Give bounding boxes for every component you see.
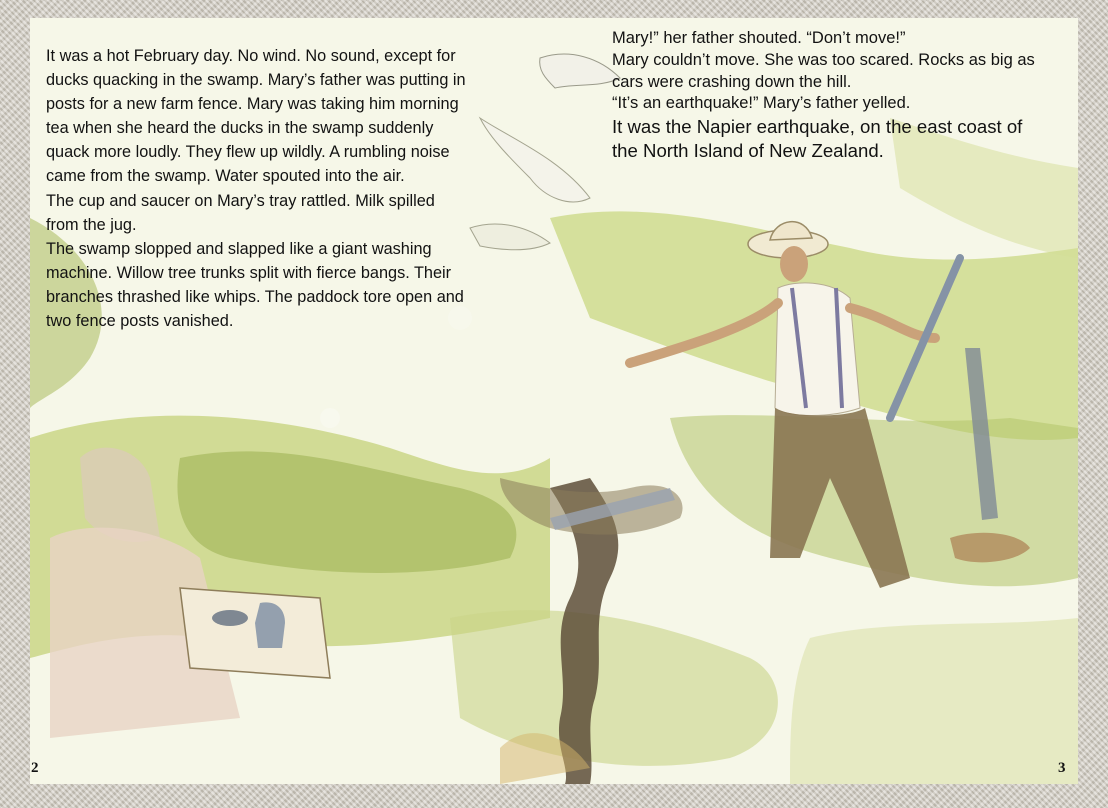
left-page-text (46, 44, 466, 333)
dialogue-line: “It’s an earthquake!” Mary’s father yelled. (612, 94, 911, 113)
jug (255, 602, 285, 648)
duck-bird (480, 118, 590, 202)
page-number-left: 2 (31, 760, 39, 776)
dialogue-line: Mary!” her father shouted. “Don’t move!” (612, 29, 906, 47)
hill-wash (790, 618, 1078, 784)
page-number-right: 3 (1058, 760, 1066, 776)
paragraph: The cup and saucer on Mary’s tray rattled. Milk spilled from the jug. (46, 191, 435, 234)
duck-bird (470, 224, 550, 250)
tray (180, 588, 330, 678)
paragraph: The swamp slopped and slapped like a giant washing machine. Willow tree trunks split with fierce bangs. Their branches thrashed like whips. The paddock tore open and two fence posts vanished. (46, 239, 464, 331)
paragraph: It was a hot February day. No wind. No sound, except for ducks quacking in the swamp. Mary’s father was putting in posts for a new farm fence. Mary was taking him morning tea when she heard the ducks in the swamp suddenly quack more loudly. They flew up wildly. A rumbling noise came from the swamp. Water spouted into the air. (46, 47, 466, 186)
hill-wash (450, 610, 778, 766)
dialogue-line: Mary couldn’t move. She was too scared. Rocks as big as cars were crashing down the hill. (612, 50, 1035, 91)
hill-wash (177, 451, 516, 573)
closing-line: It was the Napier earthquake, on the east coast of the North Island of New Zealand. (612, 116, 1023, 162)
right-page-text (612, 28, 1052, 163)
cup (212, 610, 248, 626)
duck-bird (540, 54, 620, 88)
